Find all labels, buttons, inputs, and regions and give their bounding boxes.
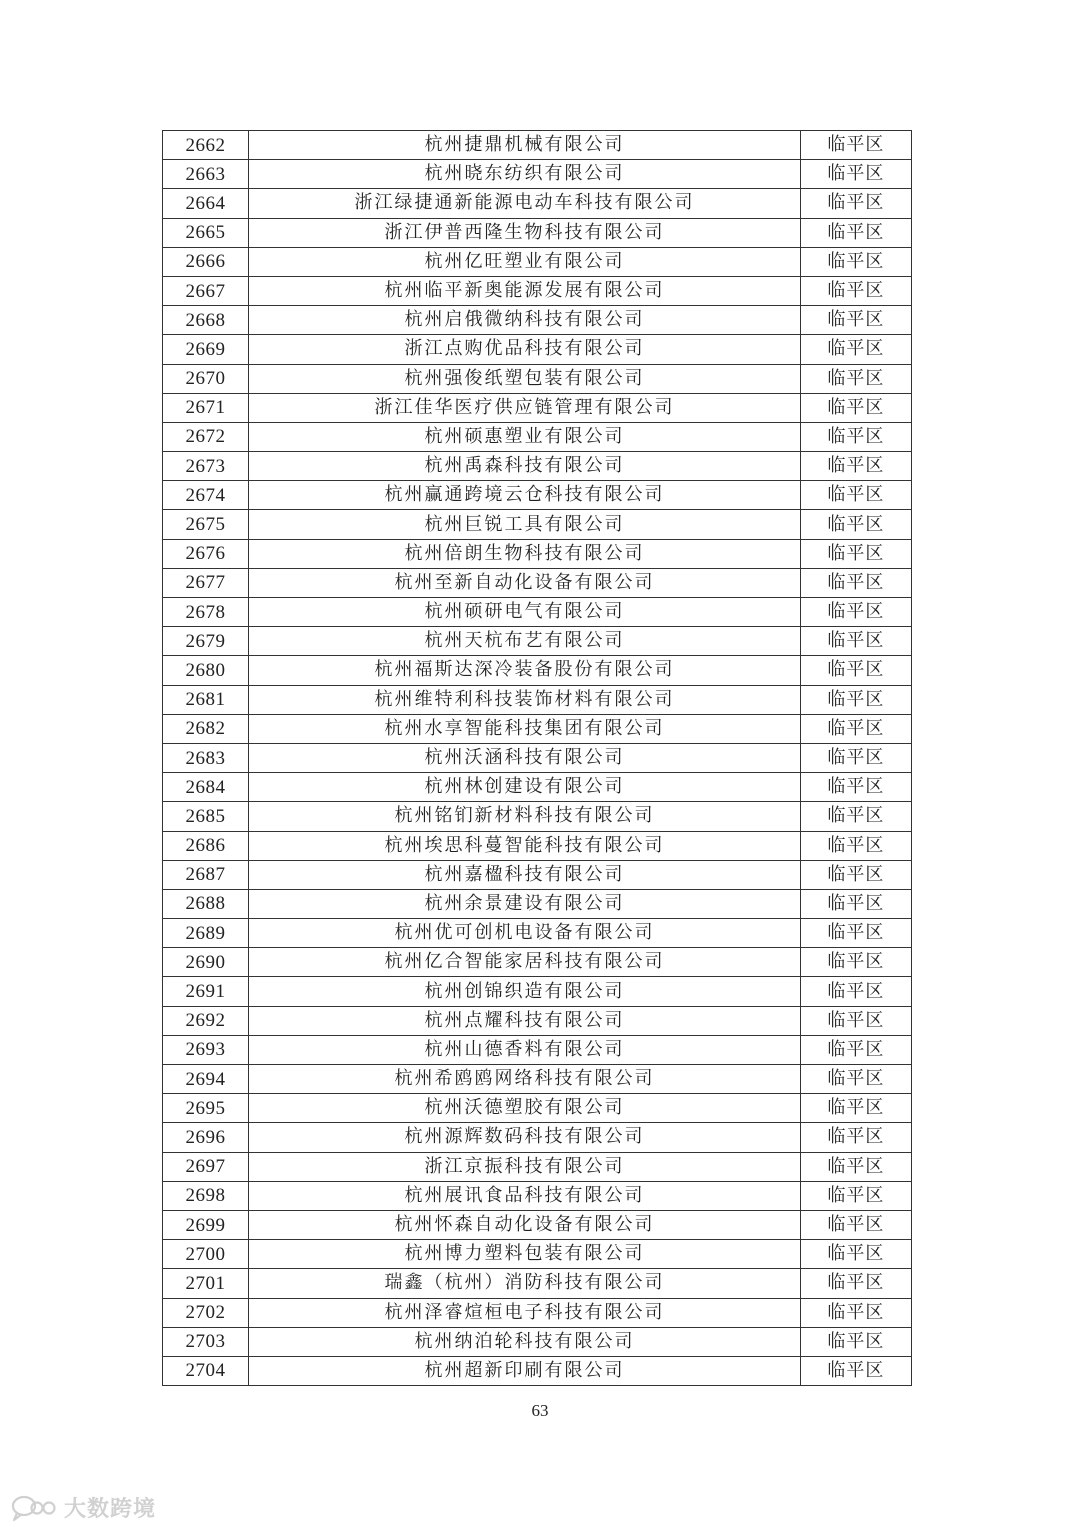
company-name: 杭州纳泊轮科技有限公司 — [249, 1327, 801, 1356]
table-row — [163, 306, 912, 335]
company-name: 杭州捷鼎机械有限公司 — [249, 131, 801, 160]
company-name: 杭州至新自动化设备有限公司 — [249, 568, 801, 597]
table-row — [163, 452, 912, 481]
row-number: 2666 — [163, 247, 249, 276]
district: 临平区 — [800, 510, 911, 539]
company-name: 杭州展讯食品科技有限公司 — [249, 1181, 801, 1210]
table-row — [163, 889, 912, 918]
table-row — [163, 364, 912, 393]
company-name: 杭州埃思科蔓智能科技有限公司 — [249, 831, 801, 860]
row-number: 2684 — [163, 773, 249, 802]
district: 临平区 — [800, 919, 911, 948]
company-name: 杭州硕研电气有限公司 — [249, 598, 801, 627]
district: 临平区 — [800, 656, 911, 685]
district: 临平区 — [800, 276, 911, 305]
district: 临平区 — [800, 773, 911, 802]
row-number: 2678 — [163, 598, 249, 627]
company-name: 杭州沃德塑胶有限公司 — [249, 1094, 801, 1123]
company-name: 浙江伊普西隆生物科技有限公司 — [249, 218, 801, 247]
table-row — [163, 247, 912, 276]
table-row — [163, 1181, 912, 1210]
district: 临平区 — [800, 743, 911, 772]
district: 临平区 — [800, 481, 911, 510]
district: 临平区 — [800, 802, 911, 831]
row-number: 2665 — [163, 218, 249, 247]
district: 临平区 — [800, 568, 911, 597]
company-name: 杭州嘉楹科技有限公司 — [249, 860, 801, 889]
company-name: 杭州倍朗生物科技有限公司 — [249, 539, 801, 568]
district: 临平区 — [800, 860, 911, 889]
row-number: 2693 — [163, 1035, 249, 1064]
district: 临平区 — [800, 160, 911, 189]
row-number: 2704 — [163, 1356, 249, 1385]
row-number: 2699 — [163, 1210, 249, 1239]
company-name: 杭州余景建设有限公司 — [249, 889, 801, 918]
table-row — [163, 481, 912, 510]
table-row — [163, 160, 912, 189]
table-row — [163, 218, 912, 247]
company-name: 杭州福斯达深冷装备股份有限公司 — [249, 656, 801, 685]
district: 临平区 — [800, 1035, 911, 1064]
table-row — [163, 189, 912, 218]
district: 临平区 — [800, 1123, 911, 1152]
company-name: 杭州铭钔新材料科技有限公司 — [249, 802, 801, 831]
row-number: 2701 — [163, 1269, 249, 1298]
row-number: 2674 — [163, 481, 249, 510]
company-name: 浙江点购优品科技有限公司 — [249, 335, 801, 364]
table-row — [163, 1240, 912, 1269]
table-row — [163, 422, 912, 451]
table-row — [163, 568, 912, 597]
table-row — [163, 919, 912, 948]
district: 临平区 — [800, 247, 911, 276]
company-name: 杭州巨锐工具有限公司 — [249, 510, 801, 539]
row-number: 2681 — [163, 685, 249, 714]
table-row — [163, 977, 912, 1006]
row-number: 2663 — [163, 160, 249, 189]
row-number: 2687 — [163, 860, 249, 889]
row-number: 2675 — [163, 510, 249, 539]
district: 临平区 — [800, 948, 911, 977]
table-row — [163, 627, 912, 656]
row-number: 2668 — [163, 306, 249, 335]
table-row — [163, 656, 912, 685]
row-number: 2690 — [163, 948, 249, 977]
company-name: 杭州博力塑料包装有限公司 — [249, 1240, 801, 1269]
table-row — [163, 1152, 912, 1181]
row-number: 2696 — [163, 1123, 249, 1152]
table-row — [163, 1210, 912, 1239]
district: 临平区 — [800, 1298, 911, 1327]
watermark-text: 大数跨境 — [64, 1497, 157, 1522]
row-number: 2677 — [163, 568, 249, 597]
district: 临平区 — [800, 977, 911, 1006]
district: 临平区 — [800, 306, 911, 335]
company-name: 杭州优可创机电设备有限公司 — [249, 919, 801, 948]
row-number: 2682 — [163, 714, 249, 743]
table-body — [163, 131, 912, 1386]
company-name: 杭州山德香料有限公司 — [249, 1035, 801, 1064]
company-name: 浙江佳华医疗供应链管理有限公司 — [249, 393, 801, 422]
district: 临平区 — [800, 1240, 911, 1269]
table-row — [163, 1356, 912, 1385]
table-row — [163, 860, 912, 889]
district: 临平区 — [800, 452, 911, 481]
row-number: 2669 — [163, 335, 249, 364]
table-row — [163, 1035, 912, 1064]
district: 临平区 — [800, 1210, 911, 1239]
company-name: 杭州亿旺塑业有限公司 — [249, 247, 801, 276]
table-row — [163, 714, 912, 743]
table-row — [163, 393, 912, 422]
company-name: 杭州林创建设有限公司 — [249, 773, 801, 802]
district: 临平区 — [800, 189, 911, 218]
company-name: 杭州临平新奥能源发展有限公司 — [249, 276, 801, 305]
table-row — [163, 539, 912, 568]
row-number: 2667 — [163, 276, 249, 305]
company-name: 杭州源辉数码科技有限公司 — [249, 1123, 801, 1152]
table-row — [163, 1327, 912, 1356]
row-number: 2694 — [163, 1065, 249, 1094]
table-row — [163, 773, 912, 802]
company-name: 杭州赢通跨境云仓科技有限公司 — [249, 481, 801, 510]
table-row — [163, 1123, 912, 1152]
row-number: 2692 — [163, 1006, 249, 1035]
row-number: 2697 — [163, 1152, 249, 1181]
row-number: 2679 — [163, 627, 249, 656]
row-number: 2664 — [163, 189, 249, 218]
district: 临平区 — [800, 131, 911, 160]
company-name: 杭州强俊纸塑包装有限公司 — [249, 364, 801, 393]
company-name: 杭州超新印刷有限公司 — [249, 1356, 801, 1385]
watermark — [10, 1492, 156, 1523]
table-row — [163, 685, 912, 714]
table-row — [163, 948, 912, 977]
company-name: 杭州禹森科技有限公司 — [249, 452, 801, 481]
chat-bubble-icon — [10, 1493, 58, 1523]
row-number: 2662 — [163, 131, 249, 160]
table-row — [163, 1269, 912, 1298]
table-row — [163, 276, 912, 305]
row-number: 2683 — [163, 743, 249, 772]
company-name: 杭州晓东纺织有限公司 — [249, 160, 801, 189]
company-name: 浙江京振科技有限公司 — [249, 1152, 801, 1181]
company-name: 杭州天杭布艺有限公司 — [249, 627, 801, 656]
district: 临平区 — [800, 1006, 911, 1035]
district: 临平区 — [800, 393, 911, 422]
table-row — [163, 131, 912, 160]
table-row — [163, 1094, 912, 1123]
row-number: 2686 — [163, 831, 249, 860]
district: 临平区 — [800, 598, 911, 627]
row-number: 2676 — [163, 539, 249, 568]
company-name: 杭州硕惠塑业有限公司 — [249, 422, 801, 451]
company-name: 杭州怀森自动化设备有限公司 — [249, 1210, 801, 1239]
company-name: 杭州维特利科技装饰材料有限公司 — [249, 685, 801, 714]
district: 临平区 — [800, 1327, 911, 1356]
row-number: 2685 — [163, 802, 249, 831]
row-number: 2689 — [163, 919, 249, 948]
row-number: 2702 — [163, 1298, 249, 1327]
table-row — [163, 743, 912, 772]
company-name: 杭州亿合智能家居科技有限公司 — [249, 948, 801, 977]
company-name: 杭州启俄微纳科技有限公司 — [249, 306, 801, 335]
row-number: 2688 — [163, 889, 249, 918]
table-row — [163, 598, 912, 627]
district: 临平区 — [800, 335, 911, 364]
district: 临平区 — [800, 1094, 911, 1123]
company-name: 瑞鑫（杭州）消防科技有限公司 — [249, 1269, 801, 1298]
district: 临平区 — [800, 1269, 911, 1298]
row-number: 2672 — [163, 422, 249, 451]
district: 临平区 — [800, 831, 911, 860]
company-name: 杭州水享智能科技集团有限公司 — [249, 714, 801, 743]
table-row — [163, 335, 912, 364]
district: 临平区 — [800, 539, 911, 568]
district: 临平区 — [800, 627, 911, 656]
district: 临平区 — [800, 422, 911, 451]
company-name: 杭州沃涵科技有限公司 — [249, 743, 801, 772]
table-row — [163, 1006, 912, 1035]
row-number: 2673 — [163, 452, 249, 481]
table-row — [163, 510, 912, 539]
row-number: 2691 — [163, 977, 249, 1006]
page-number: 63 — [531, 1401, 549, 1420]
enterprise-list-table — [162, 130, 912, 1386]
company-name: 杭州希鸥鸥网络科技有限公司 — [249, 1065, 801, 1094]
row-number: 2671 — [163, 393, 249, 422]
district: 临平区 — [800, 1065, 911, 1094]
table-row — [163, 1065, 912, 1094]
district: 临平区 — [800, 1356, 911, 1385]
district: 临平区 — [800, 714, 911, 743]
row-number: 2670 — [163, 364, 249, 393]
district: 临平区 — [800, 1181, 911, 1210]
district: 临平区 — [800, 218, 911, 247]
row-number: 2695 — [163, 1094, 249, 1123]
company-name: 浙江绿捷通新能源电动车科技有限公司 — [249, 189, 801, 218]
company-name: 杭州创锦织造有限公司 — [249, 977, 801, 1006]
district: 临平区 — [800, 685, 911, 714]
company-name: 杭州点耀科技有限公司 — [249, 1006, 801, 1035]
table-row — [163, 1298, 912, 1327]
district: 临平区 — [800, 364, 911, 393]
district: 临平区 — [800, 1152, 911, 1181]
row-number: 2700 — [163, 1240, 249, 1269]
row-number: 2703 — [163, 1327, 249, 1356]
company-name: 杭州泽睿煊桓电子科技有限公司 — [249, 1298, 801, 1327]
table-row — [163, 802, 912, 831]
row-number: 2680 — [163, 656, 249, 685]
table-row — [163, 831, 912, 860]
row-number: 2698 — [163, 1181, 249, 1210]
district: 临平区 — [800, 889, 911, 918]
